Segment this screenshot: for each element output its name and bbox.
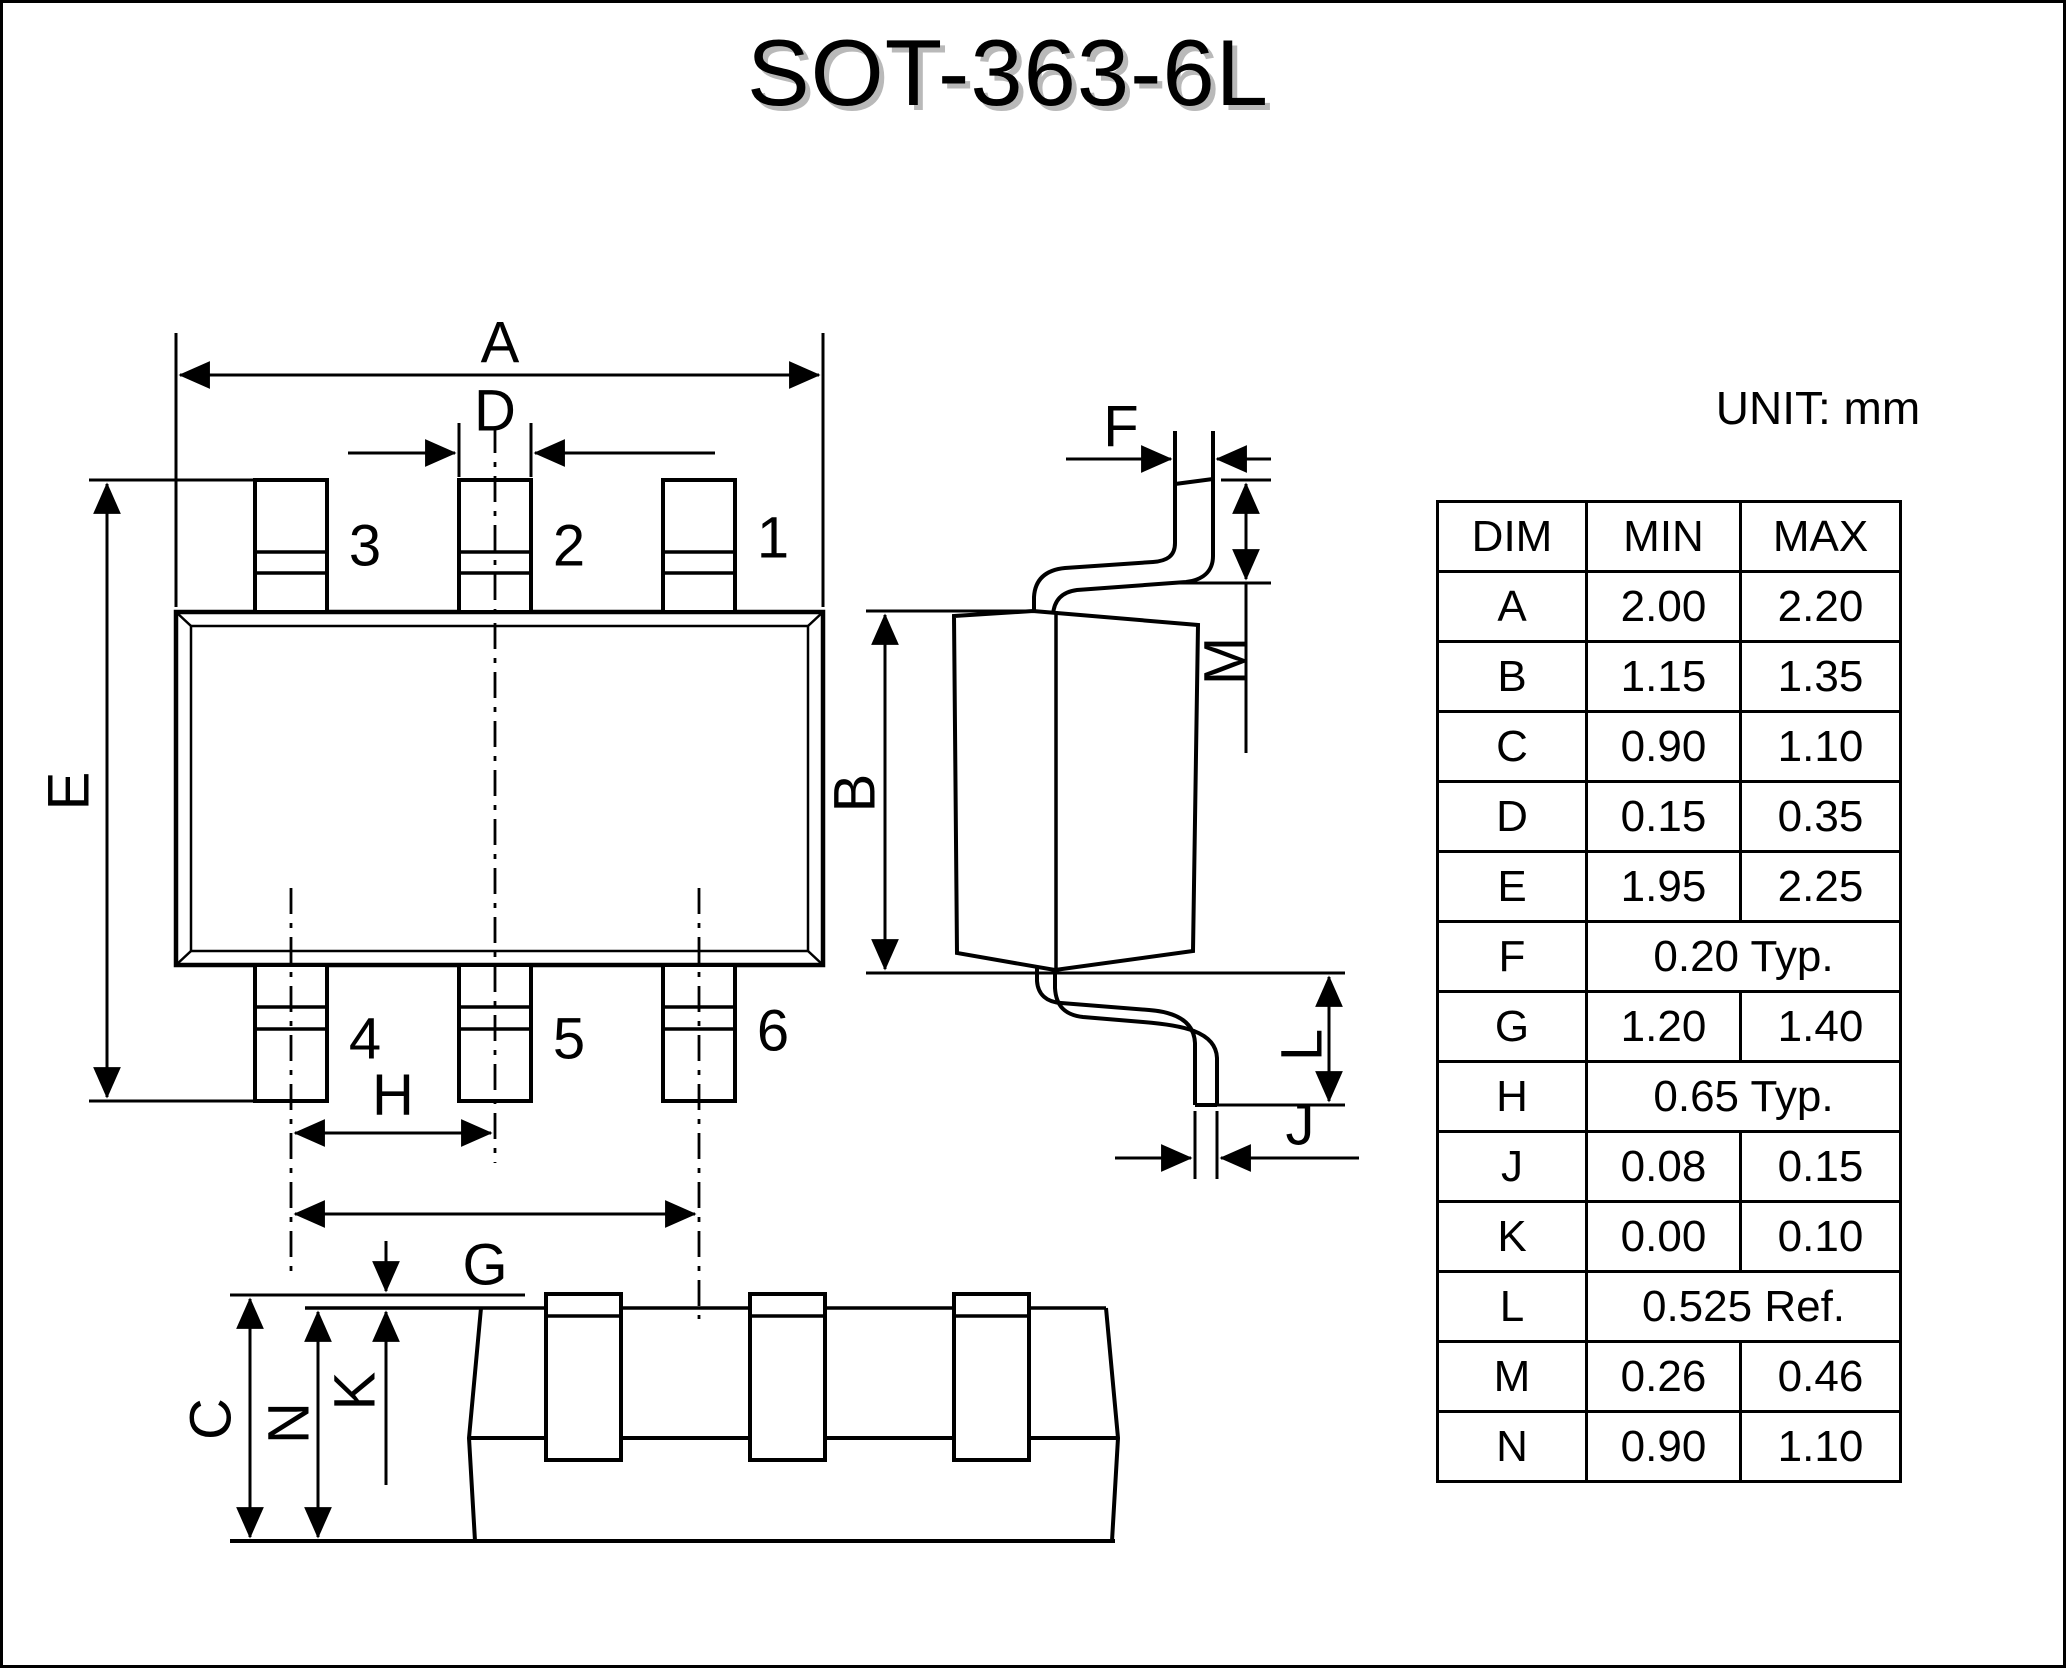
dim-label-e: E xyxy=(36,771,102,811)
dim-label-f: F xyxy=(1103,394,1139,460)
cell-dim: C xyxy=(1438,712,1587,782)
dim-label-l: L xyxy=(1269,1028,1335,1062)
cell-max: 0.15 xyxy=(1741,1132,1901,1202)
cell-max: 0.46 xyxy=(1741,1342,1901,1412)
cell-min: 1.15 xyxy=(1587,642,1741,712)
table-row xyxy=(1438,782,1901,852)
cell-dim: E xyxy=(1438,852,1587,922)
table-header-row xyxy=(1438,502,1901,572)
side-view-lower-lead xyxy=(1037,961,1217,1105)
table-row xyxy=(1438,572,1901,642)
top-view xyxy=(37,311,824,1320)
cell-min: 0.15 xyxy=(1587,782,1741,852)
pin-label-1: 1 xyxy=(756,505,790,571)
pin-label-2: 2 xyxy=(552,513,586,579)
dim-label-c: C xyxy=(178,1398,244,1440)
side-view-body xyxy=(954,611,1198,970)
dim-label-j: J xyxy=(1285,1092,1315,1158)
pin-label-3: 3 xyxy=(348,513,382,579)
cell-max: 2.20 xyxy=(1741,572,1901,642)
table-row xyxy=(1438,852,1901,922)
front-view xyxy=(179,1241,1119,1541)
dim-J xyxy=(1115,1111,1359,1179)
cell-merged: 0.20 Typ. xyxy=(1587,922,1901,992)
table-row xyxy=(1438,712,1901,782)
cell-merged: 0.65 Typ. xyxy=(1587,1062,1901,1132)
table-row xyxy=(1438,922,1901,992)
table-row xyxy=(1438,1202,1901,1272)
table-row xyxy=(1438,1412,1901,1482)
cell-dim: F xyxy=(1438,922,1587,992)
cell-max: 0.10 xyxy=(1741,1202,1901,1272)
pin-label-4: 4 xyxy=(348,1006,382,1072)
table-row xyxy=(1438,992,1901,1062)
cell-max: 1.10 xyxy=(1741,1412,1901,1482)
top-view-body xyxy=(176,612,823,965)
dim-label-n: N xyxy=(256,1402,322,1444)
table-row xyxy=(1438,642,1901,712)
cell-dim: K xyxy=(1438,1202,1587,1272)
table-row xyxy=(1438,1132,1901,1202)
cell-max: 0.35 xyxy=(1741,782,1901,852)
cell-min: 0.00 xyxy=(1587,1202,1741,1272)
cell-min: 0.26 xyxy=(1587,1342,1741,1412)
header-dim: DIM xyxy=(1438,502,1587,572)
cell-dim: M xyxy=(1438,1342,1587,1412)
cell-dim: N xyxy=(1438,1412,1587,1482)
dim-D xyxy=(348,423,715,477)
cell-max: 1.35 xyxy=(1741,642,1901,712)
cell-min: 1.95 xyxy=(1587,852,1741,922)
dim-label-g: G xyxy=(462,1232,508,1298)
cell-dim: H xyxy=(1438,1062,1587,1132)
cell-min: 2.00 xyxy=(1587,572,1741,642)
cell-merged: 0.525 Ref. xyxy=(1587,1272,1901,1342)
cell-min: 1.20 xyxy=(1587,992,1741,1062)
dim-label-k: K xyxy=(322,1371,388,1411)
dim-label-m: M xyxy=(1192,636,1258,686)
table-row xyxy=(1438,1342,1901,1412)
cell-max: 1.40 xyxy=(1741,992,1901,1062)
cell-min: 0.90 xyxy=(1587,1412,1741,1482)
dim-label-d: D xyxy=(474,378,516,444)
cell-dim: J xyxy=(1438,1132,1587,1202)
cell-dim: G xyxy=(1438,992,1587,1062)
pin-label-5: 5 xyxy=(552,1006,586,1072)
cell-max: 1.10 xyxy=(1741,712,1901,782)
pin-label-6: 6 xyxy=(756,998,790,1064)
cell-dim: L xyxy=(1438,1272,1587,1342)
cell-min: 0.90 xyxy=(1587,712,1741,782)
cell-min: 0.08 xyxy=(1587,1132,1741,1202)
cell-max: 2.25 xyxy=(1741,852,1901,922)
header-min: MIN xyxy=(1587,502,1741,572)
cell-dim: D xyxy=(1438,782,1587,852)
table-row xyxy=(1438,1062,1901,1132)
cell-dim: A xyxy=(1438,572,1587,642)
unit-label: UNIT: mm xyxy=(1715,382,1921,434)
side-view xyxy=(823,395,1360,1180)
dimension-table xyxy=(1436,500,1902,1483)
dim-label-a: A xyxy=(480,310,520,376)
table-row xyxy=(1438,1272,1901,1342)
cell-dim: B xyxy=(1438,642,1587,712)
header-max: MAX xyxy=(1741,502,1901,572)
front-view-pins xyxy=(546,1294,1029,1460)
page-title: SOT-363-6L xyxy=(746,20,1270,125)
dim-label-b: B xyxy=(822,773,888,813)
dim-label-h: H xyxy=(372,1062,414,1128)
